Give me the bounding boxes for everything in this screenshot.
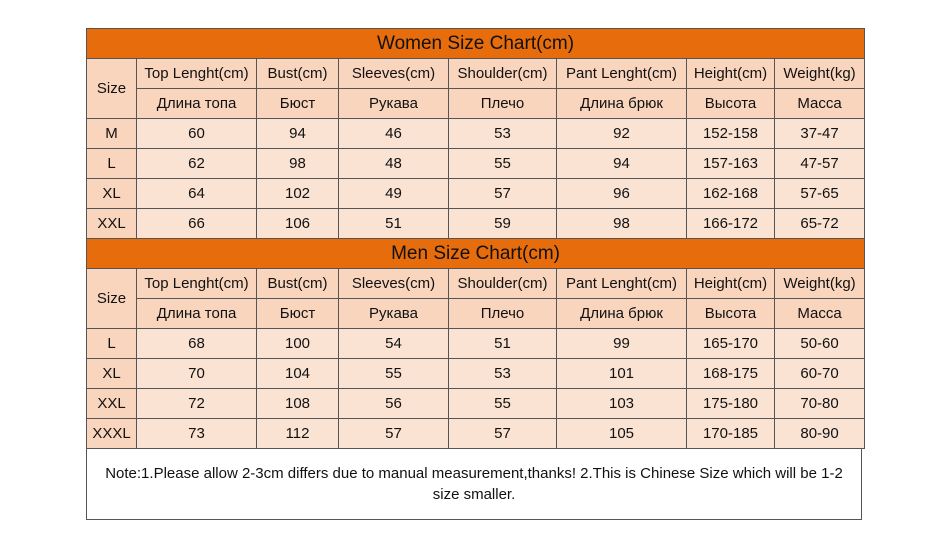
women-header-row-ru xyxy=(87,89,865,119)
women-table-cell: 47-57 xyxy=(775,149,865,179)
men-table-cell: 68 xyxy=(137,329,257,359)
men-size-row xyxy=(87,359,865,389)
men-size-label: XXL xyxy=(87,389,137,419)
men-chart-title: Men Size Chart(cm) xyxy=(87,239,865,269)
men-section xyxy=(87,239,865,449)
women-table-cell: 157-163 xyxy=(687,149,775,179)
women-table-cell: 162-168 xyxy=(687,179,775,209)
women-table-cell: 57 xyxy=(449,179,557,209)
men-table-cell: 103 xyxy=(557,389,687,419)
women-table-cell: 106 xyxy=(257,209,339,239)
size-table xyxy=(86,28,865,449)
men-table-cell: 70-80 xyxy=(775,389,865,419)
women-table-cell: 37-47 xyxy=(775,119,865,149)
women-table-cell: 60 xyxy=(137,119,257,149)
men-size-label: XL xyxy=(87,359,137,389)
men-column-header-ru: Высота xyxy=(687,299,775,329)
women-table-cell: 94 xyxy=(257,119,339,149)
women-size-row xyxy=(87,119,865,149)
women-column-header-ru: Длина брюк xyxy=(557,89,687,119)
men-column-header: Sleeves(cm) xyxy=(339,269,449,299)
men-table-cell: 54 xyxy=(339,329,449,359)
men-size-header: Size xyxy=(87,269,137,329)
men-size-label: L xyxy=(87,329,137,359)
women-header-row-en xyxy=(87,59,865,89)
women-size-row xyxy=(87,179,865,209)
women-column-header: Shoulder(cm) xyxy=(449,59,557,89)
women-size-row xyxy=(87,209,865,239)
men-column-header-ru: Длина брюк xyxy=(557,299,687,329)
men-table-cell: 112 xyxy=(257,419,339,449)
men-table-cell: 57 xyxy=(339,419,449,449)
men-column-header: Height(cm) xyxy=(687,269,775,299)
women-table-cell: 92 xyxy=(557,119,687,149)
men-column-header-ru: Бюст xyxy=(257,299,339,329)
men-table-cell: 104 xyxy=(257,359,339,389)
men-title-row xyxy=(87,239,865,269)
size-note: Note:1.Please allow 2-3cm differs due to manual measurement,thanks! 2.This is Chinese Size which will be 1-2 size smaller. xyxy=(86,448,862,520)
size-chart xyxy=(86,28,864,449)
women-table-cell: 46 xyxy=(339,119,449,149)
women-column-header: Pant Lenght(cm) xyxy=(557,59,687,89)
women-table-cell: 98 xyxy=(557,209,687,239)
men-table-cell: 50-60 xyxy=(775,329,865,359)
women-table-cell: 55 xyxy=(449,149,557,179)
women-table-cell: 51 xyxy=(339,209,449,239)
women-table-cell: 53 xyxy=(449,119,557,149)
women-table-cell: 166-172 xyxy=(687,209,775,239)
women-column-header-ru: Бюст xyxy=(257,89,339,119)
men-column-header: Shoulder(cm) xyxy=(449,269,557,299)
women-table-cell: 64 xyxy=(137,179,257,209)
men-size-label: XXXL xyxy=(87,419,137,449)
men-table-cell: 70 xyxy=(137,359,257,389)
women-size-label: L xyxy=(87,149,137,179)
men-table-cell: 105 xyxy=(557,419,687,449)
women-table-cell: 62 xyxy=(137,149,257,179)
men-size-row xyxy=(87,419,865,449)
women-table-cell: 98 xyxy=(257,149,339,179)
women-column-header-ru: Длина топа xyxy=(137,89,257,119)
men-table-cell: 55 xyxy=(449,389,557,419)
men-header-row-en xyxy=(87,269,865,299)
women-size-label: XL xyxy=(87,179,137,209)
men-table-cell: 55 xyxy=(339,359,449,389)
men-column-header: Bust(cm) xyxy=(257,269,339,299)
women-table-cell: 96 xyxy=(557,179,687,209)
men-table-cell: 100 xyxy=(257,329,339,359)
women-size-label: M xyxy=(87,119,137,149)
men-column-header-ru: Рукава xyxy=(339,299,449,329)
men-table-cell: 56 xyxy=(339,389,449,419)
men-column-header: Top Lenght(cm) xyxy=(137,269,257,299)
men-column-header-ru: Масса xyxy=(775,299,865,329)
men-column-header: Pant Lenght(cm) xyxy=(557,269,687,299)
men-column-header-ru: Длина топа xyxy=(137,299,257,329)
men-column-header-ru: Плечо xyxy=(449,299,557,329)
women-column-header: Weight(kg) xyxy=(775,59,865,89)
women-column-header: Sleeves(cm) xyxy=(339,59,449,89)
men-table-cell: 51 xyxy=(449,329,557,359)
women-column-header: Top Lenght(cm) xyxy=(137,59,257,89)
men-table-cell: 53 xyxy=(449,359,557,389)
women-column-header-ru: Масса xyxy=(775,89,865,119)
men-size-row xyxy=(87,389,865,419)
women-column-header-ru: Высота xyxy=(687,89,775,119)
women-size-row xyxy=(87,149,865,179)
women-table-cell: 48 xyxy=(339,149,449,179)
men-table-cell: 168-175 xyxy=(687,359,775,389)
women-column-header: Height(cm) xyxy=(687,59,775,89)
women-chart-title: Women Size Chart(cm) xyxy=(87,29,865,59)
women-table-cell: 152-158 xyxy=(687,119,775,149)
women-title-row xyxy=(87,29,865,59)
women-table-cell: 65-72 xyxy=(775,209,865,239)
men-table-cell: 60-70 xyxy=(775,359,865,389)
men-table-cell: 73 xyxy=(137,419,257,449)
men-table-cell: 101 xyxy=(557,359,687,389)
women-section xyxy=(87,29,865,239)
men-table-cell: 165-170 xyxy=(687,329,775,359)
men-table-cell: 57 xyxy=(449,419,557,449)
men-table-cell: 72 xyxy=(137,389,257,419)
men-table-cell: 99 xyxy=(557,329,687,359)
women-size-label: XXL xyxy=(87,209,137,239)
men-header-row-ru xyxy=(87,299,865,329)
women-table-cell: 94 xyxy=(557,149,687,179)
women-table-cell: 57-65 xyxy=(775,179,865,209)
men-size-row xyxy=(87,329,865,359)
women-table-cell: 59 xyxy=(449,209,557,239)
women-column-header: Bust(cm) xyxy=(257,59,339,89)
women-column-header-ru: Рукава xyxy=(339,89,449,119)
men-table-cell: 80-90 xyxy=(775,419,865,449)
women-size-header: Size xyxy=(87,59,137,119)
men-table-cell: 170-185 xyxy=(687,419,775,449)
women-table-cell: 66 xyxy=(137,209,257,239)
men-column-header: Weight(kg) xyxy=(775,269,865,299)
women-table-cell: 102 xyxy=(257,179,339,209)
men-table-cell: 175-180 xyxy=(687,389,775,419)
women-table-cell: 49 xyxy=(339,179,449,209)
women-column-header-ru: Плечо xyxy=(449,89,557,119)
men-table-cell: 108 xyxy=(257,389,339,419)
